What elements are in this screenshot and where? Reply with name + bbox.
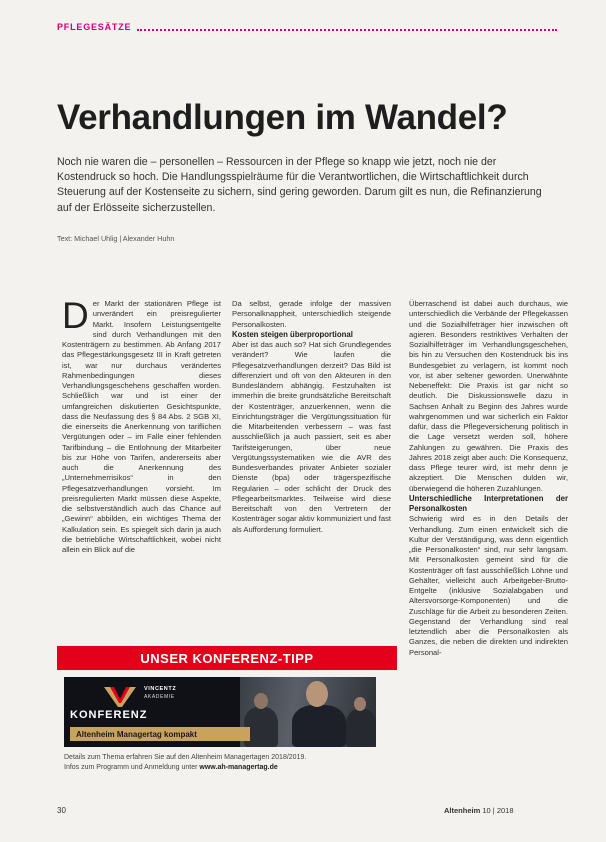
promo-note: [64, 753, 394, 773]
promo-brand-line1: VINCENTZ: [144, 686, 177, 692]
text-column-2: [232, 299, 391, 637]
footer-magazine-name: Altenheim: [444, 806, 481, 815]
column-1-text: er Markt der stationären Pflege ist unverändert ein preisregulierter Markt. Insofern Leistungsentgelte sind durch Verhandlungen mit den Kostenträgern zu bestimmen. Ab Anfang 2017 das Pflegestärkungsgesetz III in Kraft getreten ist, war nur durchaus verändertes Rahmenbedingungen dieses Verhandlungsgeschehens geschaffen worden. Schließlich war und ist einer der umfangreichen diskutierten Gesichtspunkte, dass die Neufassung des § 84 Abs. 2 SGB XI, die einerseits die Anerkennung von tariflichen Vergütungen oder – im Falle einer fehlenden Tarifbindung – die Entlohnung der Mitarbeiter bis zur Höhe von Tarifen, andererseits aber auch die Anerkennung des „Unternehmerrisikos“ in den Pflegesatzverhandlungen vorsieht. Im preisregulierten Markt müssen diese Aspekte, die selbstverständlich auch das Chance auf „Gewinn“ abbilden, ein wichtiges Thema der Kalkulation sein. Es spiegelt sich darin ja auch die betriebliche Wirtschaftlichkeit, wobei nicht allein ein Blick auf die: [62, 299, 221, 554]
photo-person-center-head: [306, 681, 328, 707]
conference-tip-banner: [57, 646, 397, 670]
promo-konferenz-label: KONFERENZ: [70, 709, 148, 721]
article-lead: Noch nie waren die – personellen – Ressourcen in der Pflege so knapp wie jetzt, noch nie der Kostendruck so hoch. Die Handlungsspielräume für die Verantwortlichen, die Wirtschaftlichkeit durch Steuerung auf der Kostenseite zu sichern, sind gering geworden. Darum gilt es nun, die Refinanzierung auf der Erlösseite sicherzustellen.: [57, 156, 542, 214]
section-dotted-rule: [137, 29, 557, 31]
section-header: [57, 20, 557, 34]
column-3-subheading: Unterschiedliche Interpretationen der Personalkosten: [409, 493, 568, 513]
column-1-paragraph: [62, 299, 221, 555]
photo-person-right-head: [354, 697, 366, 711]
column-2-paragraph-2: Aber ist das auch so? Hat sich Grundlegendes verändert? Wie laufen die Pflegesatzverhandlungen derzeit? Das Bild ist differenziert und oft von den Akteuren in den Bundesländern abhängig. Festzuhalten ist immerhin die breite grundsätzliche Bereitschaft der Kostenträger, anzuerkennen, wenn die Einrichtungsträger die Vergütungssituation für die Mitarbeitenden verbessern – was fast ausschließlich ja auch passiert, seit es aber Tarifsteigerungen, über neue Vergütungssystematiken wie die AVR des Bundesverbandes privater Anbieter sozialer Dienste (bpa) oder trägerspezifische Regularien – oder schlicht der Druck des Pflegearbeitsmarktes. Teilweise wird diese Bereitschaft von den Vertretern der Kostenträger sogar aktiv kommuniziert und fast als Aufforderung formuliert.: [232, 340, 391, 534]
column-3-paragraph-1: Überraschend ist dabei auch durchaus, wie unterschiedlich die Verbände der Pflegekassen und die Sozialhilfeträger hier inzwischen oft agieren. Besonders restriktives Verhalten der Sozialhilfeträger im Verhandlungsgeschehen, bis hin zu Versuchen den Kostendruck bis ins Bundesgebiet zu verlagern, ist kommt noch vor, ist aber seltener geworden. Unerwähnte Nebeneffekt: Die Praxis ist gar nicht so deutlich. Die Diskussionswelle dazu in Sachsen Anhalt zu Beginn des Jahres wurde wahrgenommen und war sicherlich ein Faktor dafür, dass die Pflegeversicherung politisch in die Lage versetzt werden soll, höhere Zahlungen zu gewähren. Die Praxis des Jahres 2018 zeigt aber auch: Die Konsequenz, dass Pflege teurer wird, ist mehr denn je akzeptiert. Die Menschen dulden wir, überwiegend die höheren Zuzahlungen.: [409, 299, 568, 493]
promo-note-text: Details zum Thema erfahren Sie auf den Altenheim Managertagen 2018/2019.: [64, 754, 307, 761]
column-3-paragraph-2: Schwierig wird es in den Details der Verhandlung. Zum einen entwickelt sich die Kultur der Verständigung, was denn eigentlich „die Personalkosten“ sind, nur sehr langsam. Mit Personalkosten gemeint sind für die Kostenträger oft fast ausschließlich Löhne und Gehälter, vielleicht auch Arbeitgeber-Brutto-Entgelte (inklusive Sozialabgaben und Altersvorsorge-Komponenten) und die Zuschläge für die Arbeit zu besonderen Zeiten. Gegenstand der Verhandlung sind real letztendlich aber die Personalkosten als Ganzes, die neben die direkten und indirekten Personal-: [409, 514, 568, 657]
conference-tip-title: UNSER KONFERENZ-TIPP: [140, 650, 314, 666]
text-column-1: [62, 299, 221, 637]
promo-brand-line2: AKADEMIE: [144, 694, 175, 700]
footer-issue: 10 | 2018: [482, 806, 514, 815]
footer-magazine: [444, 806, 514, 815]
promo-url-link[interactable]: www.ah-managertag.de: [199, 764, 278, 771]
column-2-paragraph-1: Da selbst, gerade infolge der massiven Personalknappheit, unterschiedlich steigende Personalkosten.: [232, 299, 391, 329]
drop-cap: D: [62, 299, 89, 336]
vincentz-logo-icon: [100, 683, 140, 709]
photo-person-right-body: [346, 709, 376, 747]
page-number: 30: [57, 806, 66, 815]
column-2-subheading: Kosten steigen überproportional: [232, 329, 353, 339]
promo-event-name: Altenheim Managertag kompakt: [76, 729, 197, 739]
photo-person-center-body: [292, 705, 346, 747]
photo-person-left-head: [254, 693, 268, 709]
conference-ad[interactable]: [64, 677, 376, 747]
article-headline: Verhandlungen im Wandel?: [57, 98, 508, 137]
article-byline: Text: Michael Uhlig | Alexander Huhn: [57, 234, 175, 243]
promo-note-text2: Infos zum Programm und Anmeldung unter: [64, 764, 198, 771]
section-label: PFLEGESÄTZE: [57, 22, 132, 32]
promo-event-strip: [70, 727, 250, 741]
text-column-3: [409, 299, 568, 804]
promo-photo: [240, 677, 376, 747]
